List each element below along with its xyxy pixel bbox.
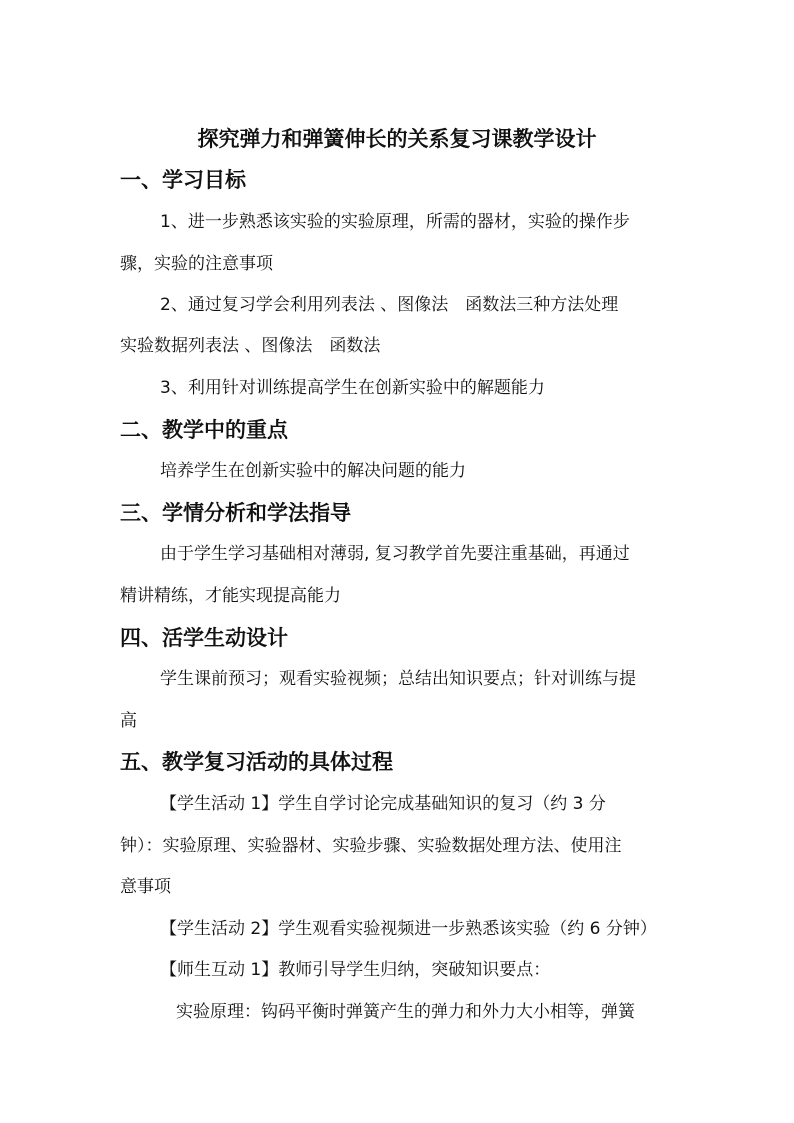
paragraph-line: 实验数据列表法 、图像法 函数法 — [120, 336, 381, 356]
section-heading-key-points: 二、教学中的重点 — [120, 418, 288, 442]
document-title: 探究弹力和弹簧伸长的关系复习课教学设计 — [197, 127, 597, 151]
paragraph-line: 实验原理：钩码平衡时弹簧产生的弹力和外力大小相等，弹簧 — [176, 1002, 635, 1022]
paragraph-line: 2、通过复习学会利用列表法 、图像法 函数法三种方法处理 — [160, 295, 619, 315]
paragraph-line: 学生课前预习；观看实验视频；总结出知识要点；针对训练与提 — [160, 669, 636, 689]
paragraph-line: 【师生互动 1】教师引导学生归纳，突破知识要点： — [160, 960, 551, 980]
section-heading-analysis: 三、学情分析和学法指导 — [120, 501, 351, 525]
paragraph-line: 培养学生在创新实验中的解决问题的能力 — [160, 461, 466, 481]
paragraph-line: 由于学生学习基础相对薄弱, 复习教学首先要注重基础，再通过 — [160, 544, 630, 564]
paragraph-line: 1、进一步熟悉该实验的实验原理，所需的器材，实验的操作步 — [160, 212, 630, 232]
paragraph-line: 精讲精练，才能实现提高能力 — [120, 586, 341, 606]
paragraph-line: 意事项 — [120, 877, 171, 897]
paragraph-line: 【学生活动 2】学生观看实验视频进一步熟悉该实验（约 6 分钟） — [160, 919, 657, 939]
paragraph-line: 高 — [120, 711, 137, 731]
paragraph-line: 钟）：实验原理、实验器材、实验步骤、实验数据处理方法、使用注 — [120, 836, 622, 856]
paragraph-line: 骤，实验的注意事项 — [120, 254, 273, 274]
paragraph-line: 【学生活动 1】学生自学讨论完成基础知识的复习（约 3 分 — [160, 794, 606, 814]
paragraph-line: 3、利用针对训练提高学生在创新实验中的解题能力 — [160, 378, 545, 398]
section-heading-objectives: 一、学习目标 — [120, 168, 246, 192]
section-heading-activity-design: 四、活学生动设计 — [120, 626, 288, 650]
section-heading-process: 五、教学复习活动的具体过程 — [120, 750, 393, 774]
